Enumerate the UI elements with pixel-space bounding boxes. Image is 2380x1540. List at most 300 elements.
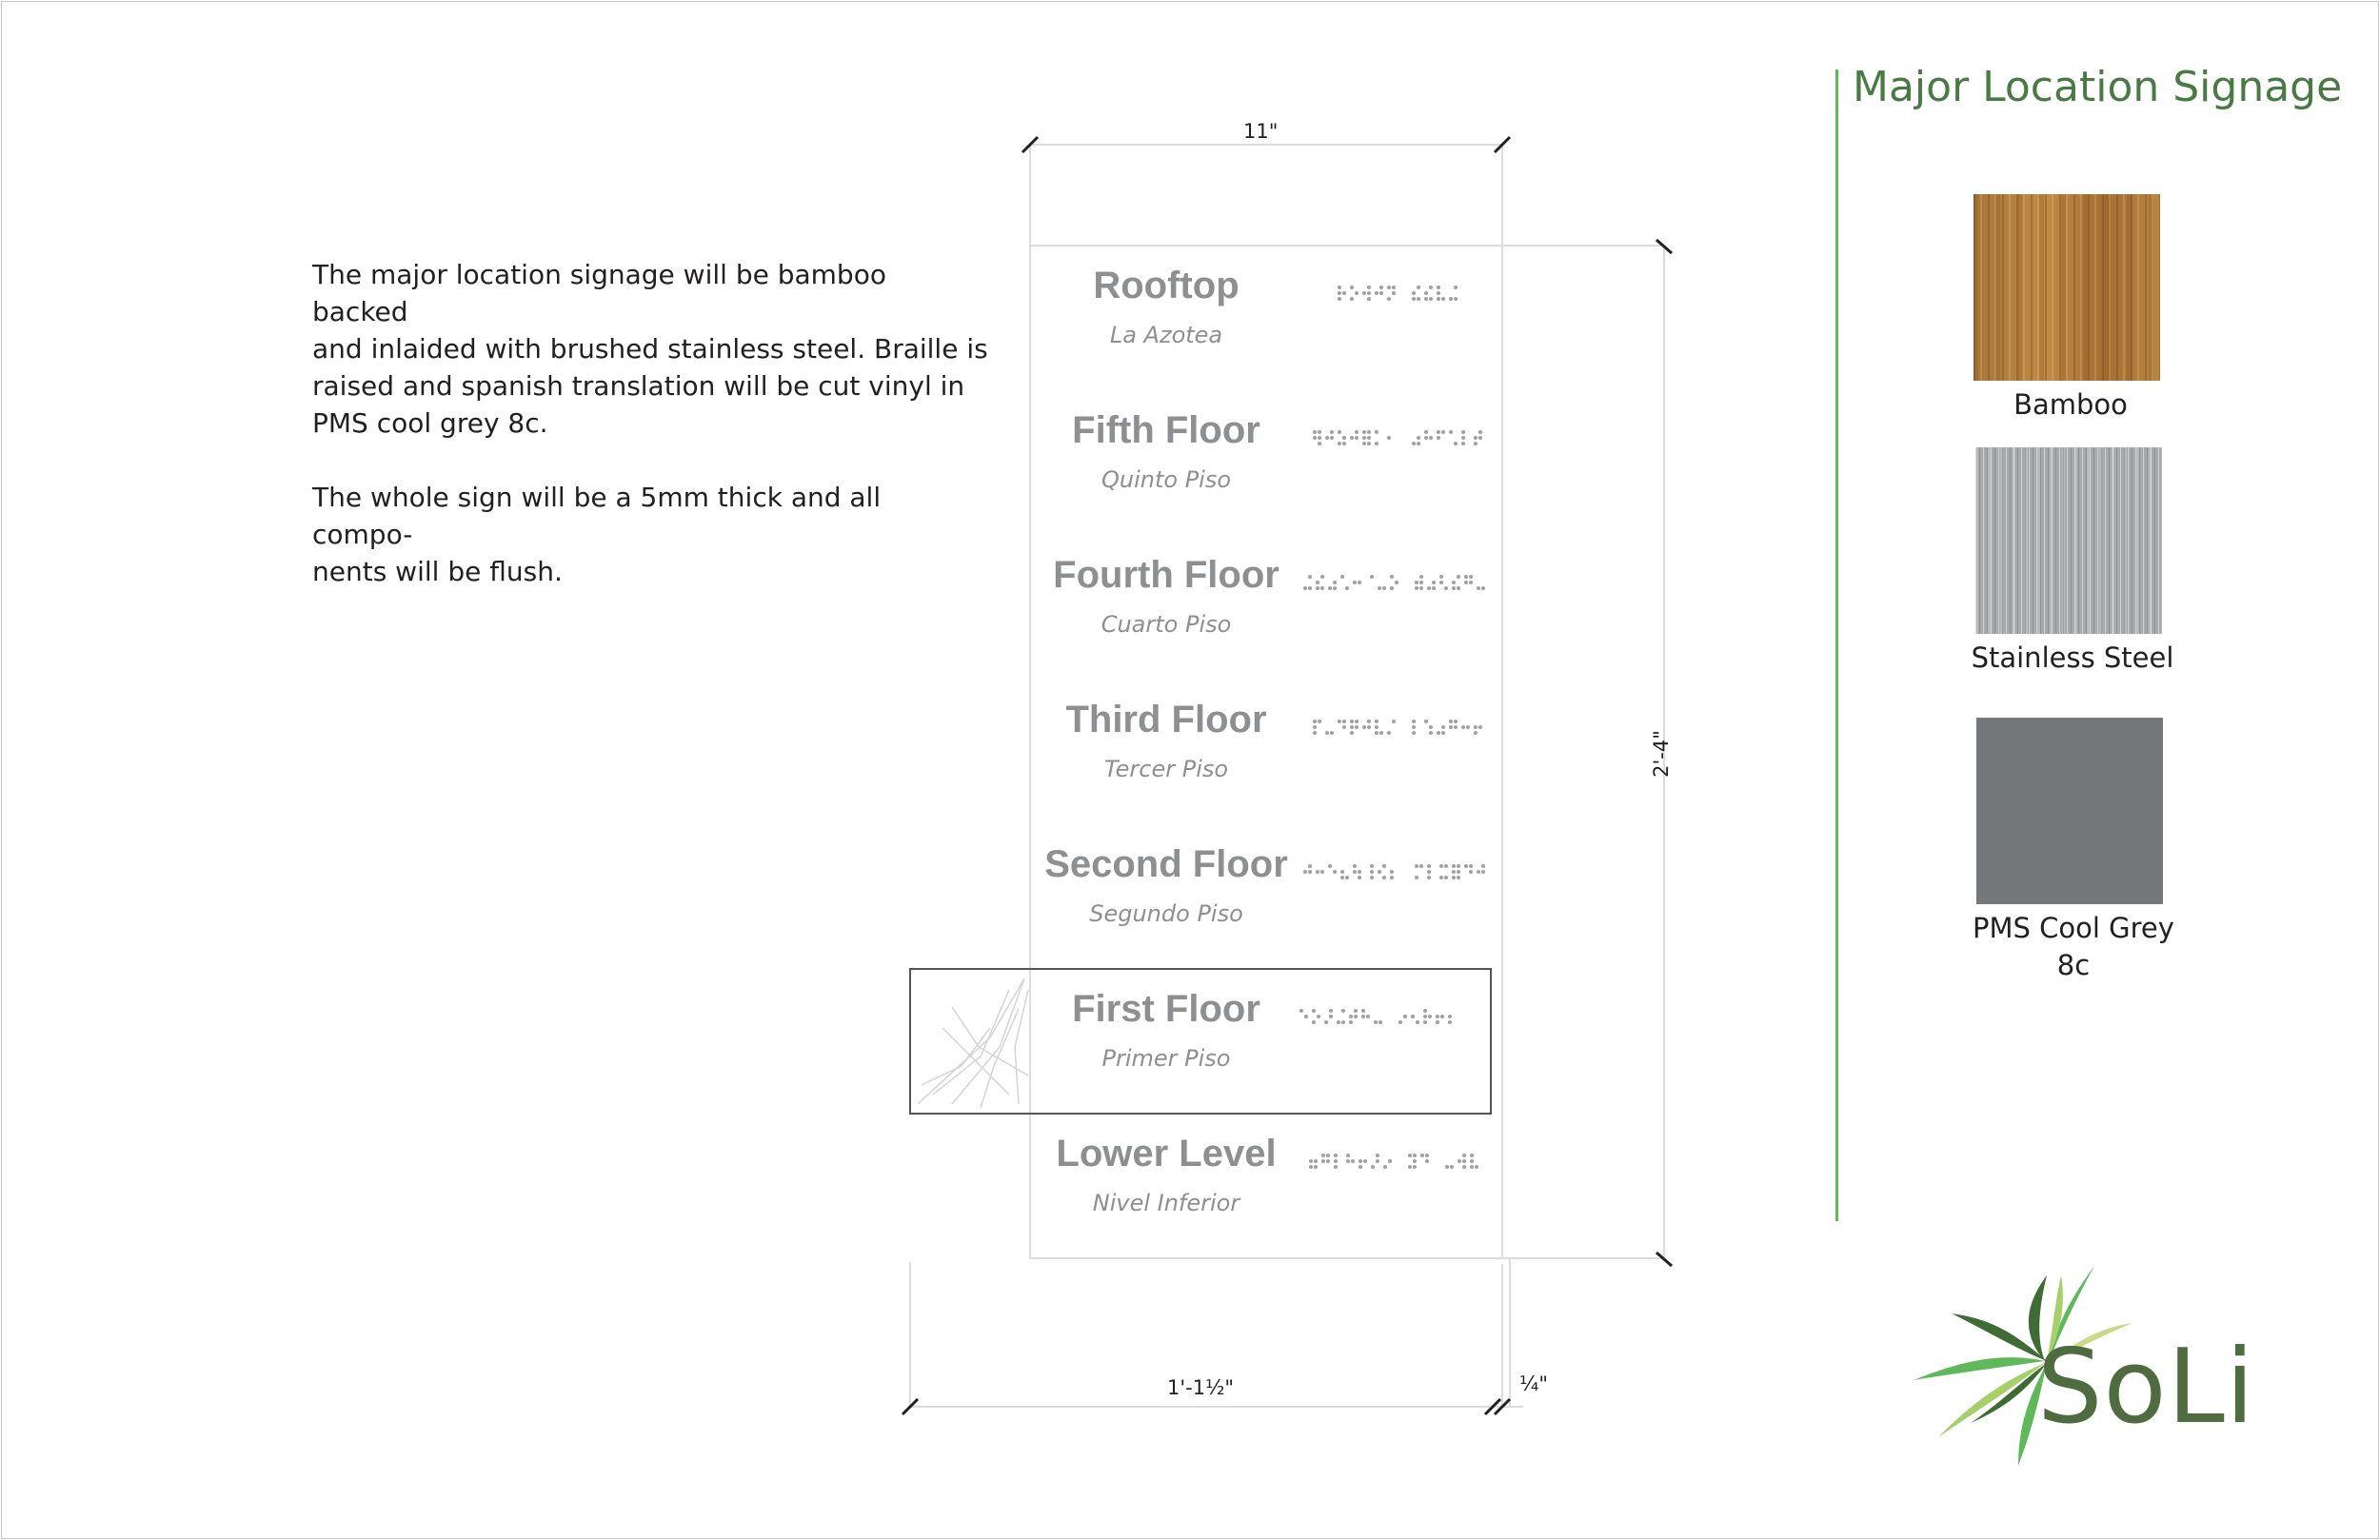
braille-dot <box>1378 586 1381 590</box>
braille-dot <box>1478 725 1482 729</box>
braille-dot <box>1338 442 1341 445</box>
braille-dot <box>1454 725 1458 729</box>
description-paragraph-1: The major location signage will be bamboo backed and inlaided with brushed stainless steel. Braille is raised and spanish translation will be cut vinyl in PMS cool grey 8c. <box>312 259 988 439</box>
highlight-width-label: 1'-1½" <box>1167 1376 1235 1399</box>
floor-spanish: Segundo Piso <box>1089 900 1243 927</box>
braille-dot <box>1437 430 1440 434</box>
braille-dot <box>1350 725 1354 729</box>
braille-dot <box>1333 586 1337 590</box>
width-dimension-label: 11" <box>1243 120 1279 143</box>
braille-dot <box>1342 720 1346 723</box>
braille-dot <box>1349 1020 1353 1024</box>
braille-dot <box>1452 864 1456 868</box>
braille-dot <box>1457 575 1460 579</box>
braille-dot <box>1424 291 1428 295</box>
braille-dot <box>1390 876 1394 879</box>
braille-dot <box>1355 725 1359 729</box>
braille-dot <box>1329 1009 1333 1013</box>
braille-dot <box>1304 1015 1308 1018</box>
braille-dot <box>1412 297 1416 301</box>
braille-dot <box>1395 581 1398 584</box>
braille-dot <box>1470 1159 1474 1163</box>
braille-dot <box>1387 436 1391 440</box>
braille-dot <box>1449 725 1453 729</box>
braille-dot <box>1441 430 1445 434</box>
braille-dot <box>1477 870 1480 874</box>
braille-dot <box>1458 1159 1461 1163</box>
braille-dot <box>1320 575 1324 579</box>
braille-dot <box>1340 575 1344 579</box>
braille-dot <box>1367 286 1371 289</box>
braille-dot <box>1316 581 1319 584</box>
braille-dot <box>1436 1015 1439 1018</box>
braille-dot <box>1321 1159 1325 1163</box>
floor-row-first <box>1030 969 1502 1114</box>
braille-dot <box>1338 720 1341 723</box>
braille-dot <box>1417 442 1420 445</box>
braille-dot <box>1423 1020 1427 1024</box>
braille-dot <box>1417 286 1420 289</box>
braille-dot <box>1436 1020 1439 1024</box>
braille-dot <box>1469 864 1473 868</box>
braille-dot <box>1449 720 1453 723</box>
braille-dot <box>1457 870 1460 874</box>
braille-dot <box>1424 297 1428 301</box>
braille-dot <box>1314 1159 1318 1163</box>
braille-dot <box>1346 1154 1350 1157</box>
braille-dot <box>1437 291 1440 295</box>
braille-dot <box>1452 586 1456 590</box>
braille-dot <box>1448 1020 1452 1024</box>
braille-dot <box>1427 586 1431 590</box>
braille-dot <box>1439 864 1443 868</box>
floor-name: Third Floor <box>1065 699 1267 740</box>
braille-dot <box>1341 1009 1345 1013</box>
braille-dot <box>1359 1159 1362 1163</box>
braille-dot <box>1308 864 1312 868</box>
braille-dot <box>1423 1015 1427 1018</box>
braille-dot <box>1370 575 1374 579</box>
braille-icon <box>1302 862 1498 883</box>
braille-dot <box>1341 1020 1345 1024</box>
braille-dot <box>1387 286 1391 289</box>
braille-dot <box>1338 430 1341 434</box>
braille-dot <box>1320 870 1324 874</box>
braille-dot <box>1481 586 1485 590</box>
floor-row-third <box>1030 680 1502 824</box>
braille-dot <box>1415 581 1418 584</box>
braille-dot <box>1349 1015 1353 1018</box>
floor-name: Second Floor <box>1044 843 1288 885</box>
braille-dot <box>1308 575 1312 579</box>
floor-spanish: Nivel Inferior <box>1092 1190 1240 1216</box>
braille-dot <box>1437 297 1440 301</box>
braille-dot <box>1353 581 1357 584</box>
braille-dot <box>1429 725 1433 729</box>
braille-dot <box>1363 1159 1367 1163</box>
braille-dot <box>1371 1165 1375 1169</box>
braille-dot <box>1457 586 1460 590</box>
braille-dot <box>1474 725 1478 729</box>
braille-dot <box>1412 720 1416 723</box>
braille-dot <box>1342 291 1346 295</box>
floor-row-rooftop <box>1030 246 1502 390</box>
braille-dot <box>1334 1154 1338 1157</box>
braille-dot <box>1383 1165 1387 1169</box>
braille-dot <box>1354 1015 1358 1018</box>
braille-dot <box>1466 725 1470 729</box>
floor-name: Rooftop <box>1093 265 1240 306</box>
braille-dot <box>1316 586 1319 590</box>
braille-dot <box>1429 286 1433 289</box>
braille-dot <box>1378 870 1381 874</box>
braille-dot <box>1419 864 1423 868</box>
braille-dot <box>1449 297 1453 301</box>
floor-spanish: Cuarto Piso <box>1101 611 1232 638</box>
braille-dot <box>1429 297 1433 301</box>
braille-dot <box>1450 1165 1454 1169</box>
braille-dot <box>1375 430 1378 434</box>
braille-dot <box>1475 1165 1478 1169</box>
braille-dot <box>1474 442 1478 445</box>
braille-dot <box>1308 586 1312 590</box>
floor-row-fifth <box>1030 390 1502 535</box>
braille-dot <box>1308 870 1312 874</box>
braille-dot <box>1312 1020 1316 1024</box>
braille-dot <box>1444 586 1448 590</box>
braille-dot <box>1429 436 1433 440</box>
braille-dot <box>1454 442 1458 445</box>
braille-dot <box>1427 870 1431 874</box>
braille-dot <box>1375 725 1378 729</box>
braille-dot <box>1469 870 1473 874</box>
stainless-steel-swatch <box>1975 447 2162 634</box>
floor-spanish: La Azotea <box>1109 322 1223 348</box>
braille-dot <box>1387 297 1391 301</box>
braille-dot <box>1338 291 1341 295</box>
braille-dot <box>1452 876 1456 879</box>
braille-dot <box>1338 286 1341 289</box>
braille-dot <box>1345 876 1349 879</box>
floor-name: Lower Level <box>1056 1133 1277 1175</box>
braille-dot <box>1432 581 1436 584</box>
floor-name: Fifth Floor <box>1072 409 1260 451</box>
braille-dot <box>1478 436 1482 440</box>
braille-dot <box>1361 1009 1365 1013</box>
braille-dot <box>1439 575 1443 579</box>
braille-dot <box>1415 586 1418 590</box>
height-dimension-label: 2'-4" <box>1649 730 1673 778</box>
braille-dot <box>1350 297 1354 301</box>
braille-dot <box>1325 731 1329 735</box>
braille-dot <box>1452 870 1456 874</box>
braille-dot <box>1362 291 1366 295</box>
braille-dot <box>1452 581 1456 584</box>
floor-spanish: Quinto Piso <box>1101 466 1232 493</box>
floor-spanish: Tercer Piso <box>1103 756 1229 782</box>
braille-dot <box>1464 864 1468 868</box>
braille-icon <box>1302 573 1498 594</box>
braille-dot <box>1462 1165 1466 1169</box>
braille-dot <box>1316 870 1319 874</box>
braille-dot <box>1454 297 1458 301</box>
braille-dot <box>1353 870 1357 874</box>
braille-dot <box>1353 864 1357 868</box>
braille-icon <box>1312 428 1493 449</box>
braille-dot <box>1425 1159 1429 1163</box>
braille-icon <box>1308 1152 1485 1173</box>
braille-dot <box>1350 286 1354 289</box>
braille-dot <box>1328 586 1332 590</box>
braille-dot <box>1329 1015 1333 1018</box>
braille-dot <box>1382 876 1386 879</box>
braille-dot <box>1390 870 1394 874</box>
braille-dot <box>1432 586 1436 590</box>
braille-dot <box>1317 1015 1320 1018</box>
logo-text: SoLi <box>2037 1328 2255 1447</box>
braille-dot <box>1454 720 1458 723</box>
braille-dot <box>1345 586 1349 590</box>
braille-dot <box>1417 297 1420 301</box>
braille-dot <box>1477 586 1480 590</box>
braille-dot <box>1362 436 1366 440</box>
braille-dot <box>1318 720 1321 723</box>
braille-dot <box>1403 1015 1407 1018</box>
braille-dot <box>1342 442 1346 445</box>
braille-dot <box>1340 870 1344 874</box>
braille-dot <box>1461 430 1465 434</box>
braille-dot <box>1313 430 1317 434</box>
braille-dot <box>1478 430 1482 434</box>
cool-grey-swatch <box>1976 718 2163 904</box>
braille-dot <box>1379 291 1383 295</box>
braille-dot <box>1392 286 1396 289</box>
stainless-steel-label: Stainless Steel <box>1971 642 2174 674</box>
braille-dot <box>1413 1154 1417 1157</box>
braille-dot <box>1464 575 1468 579</box>
braille-dot <box>1337 1020 1340 1024</box>
braille-dot <box>1312 1009 1316 1013</box>
braille-dot <box>1419 581 1423 584</box>
braille-dot <box>1441 725 1445 729</box>
braille-dot <box>1390 575 1394 579</box>
braille-dot <box>1346 1159 1350 1163</box>
braille-dot <box>1427 864 1431 868</box>
braille-dot <box>1333 581 1337 584</box>
braille-dot <box>1374 1020 1378 1024</box>
braille-dot <box>1362 725 1366 729</box>
braille-dot <box>1469 581 1473 584</box>
braille-icon <box>1337 284 1470 305</box>
braille-dot <box>1303 586 1307 590</box>
braille-dot <box>1351 1159 1355 1163</box>
braille-dot <box>1444 876 1448 879</box>
braille-dot <box>1415 864 1418 868</box>
braille-dot <box>1318 436 1321 440</box>
braille-dot <box>1350 731 1354 735</box>
braille-dot <box>1359 1165 1362 1169</box>
braille-dot <box>1379 731 1383 735</box>
braille-dot <box>1376 1154 1379 1157</box>
braille-dot <box>1424 720 1428 723</box>
bamboo-label: Bamboo <box>2013 388 2128 421</box>
braille-dot <box>1449 430 1453 434</box>
braille-dot <box>1444 864 1448 868</box>
braille-dot <box>1358 876 1361 879</box>
braille-dot <box>1470 1154 1474 1157</box>
braille-dot <box>1382 586 1386 590</box>
braille-dot <box>1378 1020 1382 1024</box>
braille-dot <box>1333 870 1337 874</box>
braille-dot <box>1321 1154 1325 1157</box>
braille-dot <box>1428 1015 1432 1018</box>
braille-dot <box>1445 1165 1449 1169</box>
braille-dot <box>1420 1154 1424 1157</box>
braille-dot <box>1370 870 1374 874</box>
braille-dot <box>1419 586 1423 590</box>
braille-dot <box>1309 1165 1313 1169</box>
braille-dot <box>1330 436 1334 440</box>
braille-dot <box>1354 1009 1358 1013</box>
braille-dot <box>1313 720 1317 723</box>
braille-dot <box>1362 430 1366 434</box>
braille-dot <box>1462 1159 1466 1163</box>
braille-dot <box>1474 436 1478 440</box>
braille-icon <box>1299 1007 1479 1028</box>
braille-dot <box>1416 1020 1419 1024</box>
braille-dot <box>1439 876 1443 879</box>
floor-row-lower <box>1030 1114 1502 1258</box>
braille-dot <box>1361 1015 1365 1018</box>
thickness-label: ¼" <box>1519 1372 1549 1395</box>
braille-dot <box>1481 864 1485 868</box>
braille-dot <box>1412 291 1416 295</box>
braille-dot <box>1324 1020 1328 1024</box>
braille-dot <box>1350 436 1354 440</box>
braille-dot <box>1375 731 1378 735</box>
braille-dot <box>1375 720 1378 723</box>
braille-dot <box>1419 575 1423 579</box>
braille-dot <box>1424 430 1428 434</box>
braille-dot <box>1328 864 1332 868</box>
braille-dot <box>1440 1015 1444 1018</box>
braille-dot <box>1370 876 1374 879</box>
braille-dot <box>1330 731 1334 735</box>
braille-dot <box>1375 291 1378 295</box>
braille-dot <box>1461 442 1465 445</box>
braille-dot <box>1439 581 1443 584</box>
braille-dot <box>1340 876 1344 879</box>
braille-dot <box>1413 1159 1417 1163</box>
braille-dot <box>1457 864 1460 868</box>
braille-dot <box>1412 731 1416 735</box>
braille-dot <box>1334 1159 1338 1163</box>
braille-dot <box>1448 1015 1452 1018</box>
braille-dot <box>1387 731 1391 735</box>
braille-dot <box>1390 586 1394 590</box>
braille-dot <box>1350 720 1354 723</box>
braille-dot <box>1367 291 1371 295</box>
braille-dot <box>1425 1154 1429 1157</box>
braille-icon <box>1312 718 1493 739</box>
braille-dot <box>1342 436 1346 440</box>
floor-row-fourth <box>1030 535 1502 680</box>
braille-dot <box>1411 1015 1415 1018</box>
braille-dot <box>1424 436 1428 440</box>
braille-dot <box>1355 436 1359 440</box>
braille-dot <box>1334 1165 1338 1169</box>
braille-dot <box>1382 864 1386 868</box>
braille-dot <box>1313 731 1317 735</box>
braille-dot <box>1413 1165 1417 1169</box>
title-divider <box>1835 69 1838 1221</box>
braille-dot <box>1366 1015 1370 1018</box>
braille-dot <box>1441 731 1445 735</box>
braille-dot <box>1461 725 1465 729</box>
braille-dot <box>1367 720 1371 723</box>
braille-dot <box>1362 442 1366 445</box>
braille-dot <box>1441 297 1445 301</box>
braille-dot <box>1474 731 1478 735</box>
braille-dot <box>1437 731 1440 735</box>
braille-dot <box>1367 430 1371 434</box>
braille-dot <box>1481 870 1485 874</box>
braille-dot <box>1412 725 1416 729</box>
bamboo-swatch <box>1973 194 2160 381</box>
braille-dot <box>1429 731 1433 735</box>
braille-dot <box>1462 1154 1466 1157</box>
braille-dot <box>1470 1165 1474 1169</box>
cool-grey-label: PMS Cool Grey 8c <box>1973 912 2174 981</box>
braille-dot <box>1355 291 1359 295</box>
braille-dot <box>1376 1159 1379 1163</box>
braille-dot <box>1313 725 1317 729</box>
floor-spanish: Primer Piso <box>1101 1045 1231 1072</box>
braille-dot <box>1408 1154 1412 1157</box>
braille-dot <box>1437 436 1440 440</box>
braille-dot <box>1367 436 1371 440</box>
braille-dot <box>1358 870 1361 874</box>
braille-dot <box>1392 720 1396 723</box>
floor-name: First Floor <box>1072 988 1260 1030</box>
braille-dot <box>1355 430 1359 434</box>
braille-dot <box>1412 442 1416 445</box>
braille-dot <box>1330 430 1334 434</box>
braille-dot <box>1358 581 1361 584</box>
braille-dot <box>1375 442 1378 445</box>
leaf-sketch-icon <box>918 978 1028 1108</box>
sign-panel <box>1030 246 1502 1258</box>
braille-dot <box>1314 1165 1318 1169</box>
braille-dot <box>1398 1020 1402 1024</box>
braille-dot <box>1415 876 1418 879</box>
braille-dot <box>1355 720 1359 723</box>
braille-dot <box>1318 442 1321 445</box>
braille-dot <box>1303 870 1307 874</box>
braille-dot <box>1367 442 1371 445</box>
braille-dot <box>1427 876 1431 879</box>
braille-dot <box>1464 581 1468 584</box>
braille-dot <box>1379 286 1383 289</box>
description-paragraph-2: The whole sign will be a 5mm thick and all compo- nents will be flush. <box>312 482 882 587</box>
braille-dot <box>1370 864 1374 868</box>
braille-dot <box>1417 436 1420 440</box>
braille-dot <box>1318 430 1321 434</box>
braille-dot <box>1326 1159 1330 1163</box>
floor-row-second <box>1030 824 1502 969</box>
braille-dot <box>1423 1009 1427 1013</box>
braille-dot <box>1367 297 1371 301</box>
